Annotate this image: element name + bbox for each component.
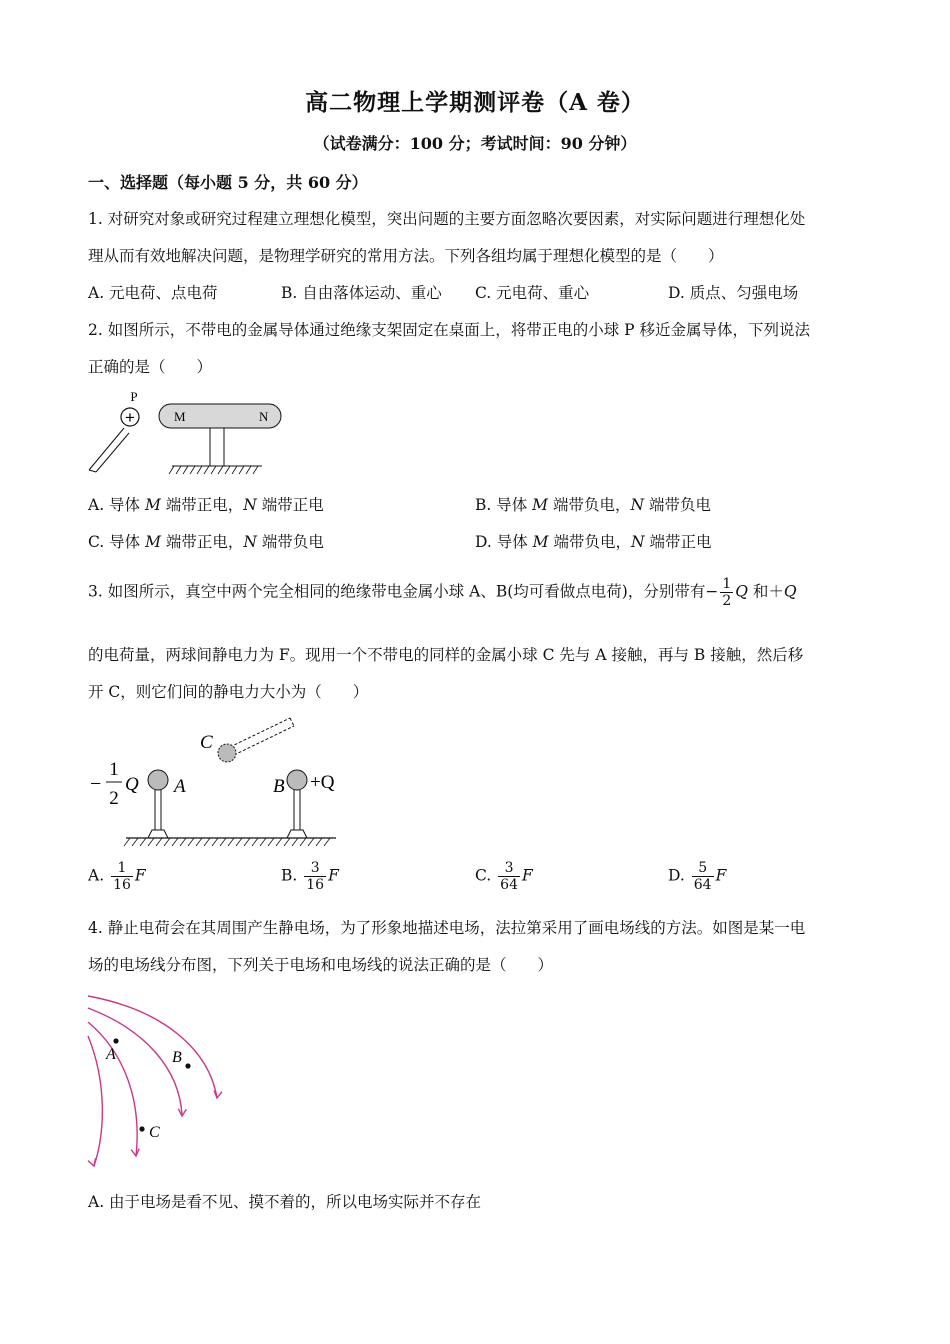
arrowhead-4 (88, 1158, 96, 1166)
q2-option-a: A. 导体 M 端带正电，N 端带正电 (88, 496, 324, 514)
q3-line1: 3. 如图所示，真空中两个完全相同的绝缘带电金属小球 A、B(均可看做点电荷)，分别带有− $\frac{1}{2}$ Q 和＋Q (88, 576, 797, 609)
ball-a (148, 770, 168, 790)
q1-line2: 理从而有效地解决问题，是物理学研究的常用方法。下列各组均属于理想化模型的是（ ） (88, 247, 724, 265)
page-subtitle: （试卷满分：100 分；考试时间：90 分钟） (313, 134, 637, 153)
ball-b (287, 770, 307, 790)
q3-line3: 开 C，则它们间的静电力大小为（ ） (88, 683, 369, 701)
svg-text:1: 1 (109, 759, 119, 780)
q4-figure-field-lines (84, 990, 234, 1172)
q2-option-b: B. 导体 M 端带负电，N 端带负电 (475, 496, 711, 514)
q3-option-d: D. $\frac{5}{64}$ F (668, 860, 727, 893)
plus-sign: + (125, 408, 135, 427)
q1-option-b: B. 自由落体运动、重心 (281, 284, 442, 302)
svg-text:Q: Q (125, 774, 139, 795)
ball-c (218, 744, 236, 762)
q1-line1: 1. 对研究对象或研究过程建立理想化模型，突出问题的主要方面忽略次要因素，对实际问题进行理想化处 (88, 210, 806, 228)
label-m: M (174, 409, 186, 424)
q2-option-c: C. 导体 M 端带正电，N 端带负电 (88, 533, 324, 551)
arrowhead-1 (214, 1090, 222, 1098)
minus-sign: − (90, 773, 102, 795)
label-n: N (259, 409, 269, 424)
page-title: 高二物理上学期测评卷（A 卷） (305, 89, 645, 116)
q3-option-c: C. $\frac{3}{64}$ F (475, 860, 533, 893)
label-p: P (130, 389, 138, 404)
label-b: B (273, 776, 285, 797)
q4-line2: 场的电场线分布图，下列关于电场和电场线的说法正确的是（ ） (88, 956, 554, 974)
q3-line2: 的电荷量，两球间静电力为 F。现用一个不带电的同样的金属小球 C 先与 A 接触，再与 B 接触，然后移 (88, 646, 804, 664)
point-c (139, 1126, 144, 1131)
label-point-b: B (172, 1049, 182, 1066)
arrowhead-3 (131, 1149, 139, 1156)
fraction-half: $\frac{1}{2}$ (722, 576, 732, 609)
q1-option-c: C. 元电荷、重心 (475, 284, 590, 302)
q2-figure-conductor (84, 386, 284, 478)
q1-option-a: A. 元电荷、点电荷 (88, 284, 218, 302)
point-b (185, 1063, 190, 1068)
svg-text:2: 2 (109, 788, 119, 809)
q3-option-b: B. $\frac{3}{16}$ F (281, 860, 339, 893)
q4-option-a: A. 由于电场是看不见、摸不着的，所以电场实际并不存在 (88, 1193, 482, 1211)
q2-line1: 2. 如图所示，不带电的金属导体通过绝缘支架固定在桌面上，将带正电的小球 P 移近金属导体，下列说法 (88, 321, 811, 339)
label-point-a: A (106, 1046, 116, 1063)
q2-option-d: D. 导体 M 端带负电，N 端带正电 (475, 533, 712, 551)
q4-line1: 4. 静止电荷会在其周围产生静电场，为了形象地描述电场，法拉第采用了画电场线的方法。如图是某一电 (88, 919, 806, 937)
q3-option-a: A. $\frac{1}{16}$ F (88, 860, 146, 893)
section-heading: 一、选择题（每小题 5 分，共 60 分） (88, 173, 368, 192)
q1-option-d: D. 质点、匀强电场 (668, 284, 799, 302)
q3-figure-spheres (84, 712, 354, 850)
label-c: C (200, 732, 213, 753)
q2-line2: 正确的是（ ） (88, 358, 213, 376)
label-plus-q: +Q (310, 772, 335, 793)
field-line-4 (88, 1036, 102, 1166)
label-a: A (174, 776, 186, 797)
field-line-3 (88, 1022, 137, 1156)
label-point-c: C (149, 1124, 160, 1141)
point-a (113, 1038, 118, 1043)
